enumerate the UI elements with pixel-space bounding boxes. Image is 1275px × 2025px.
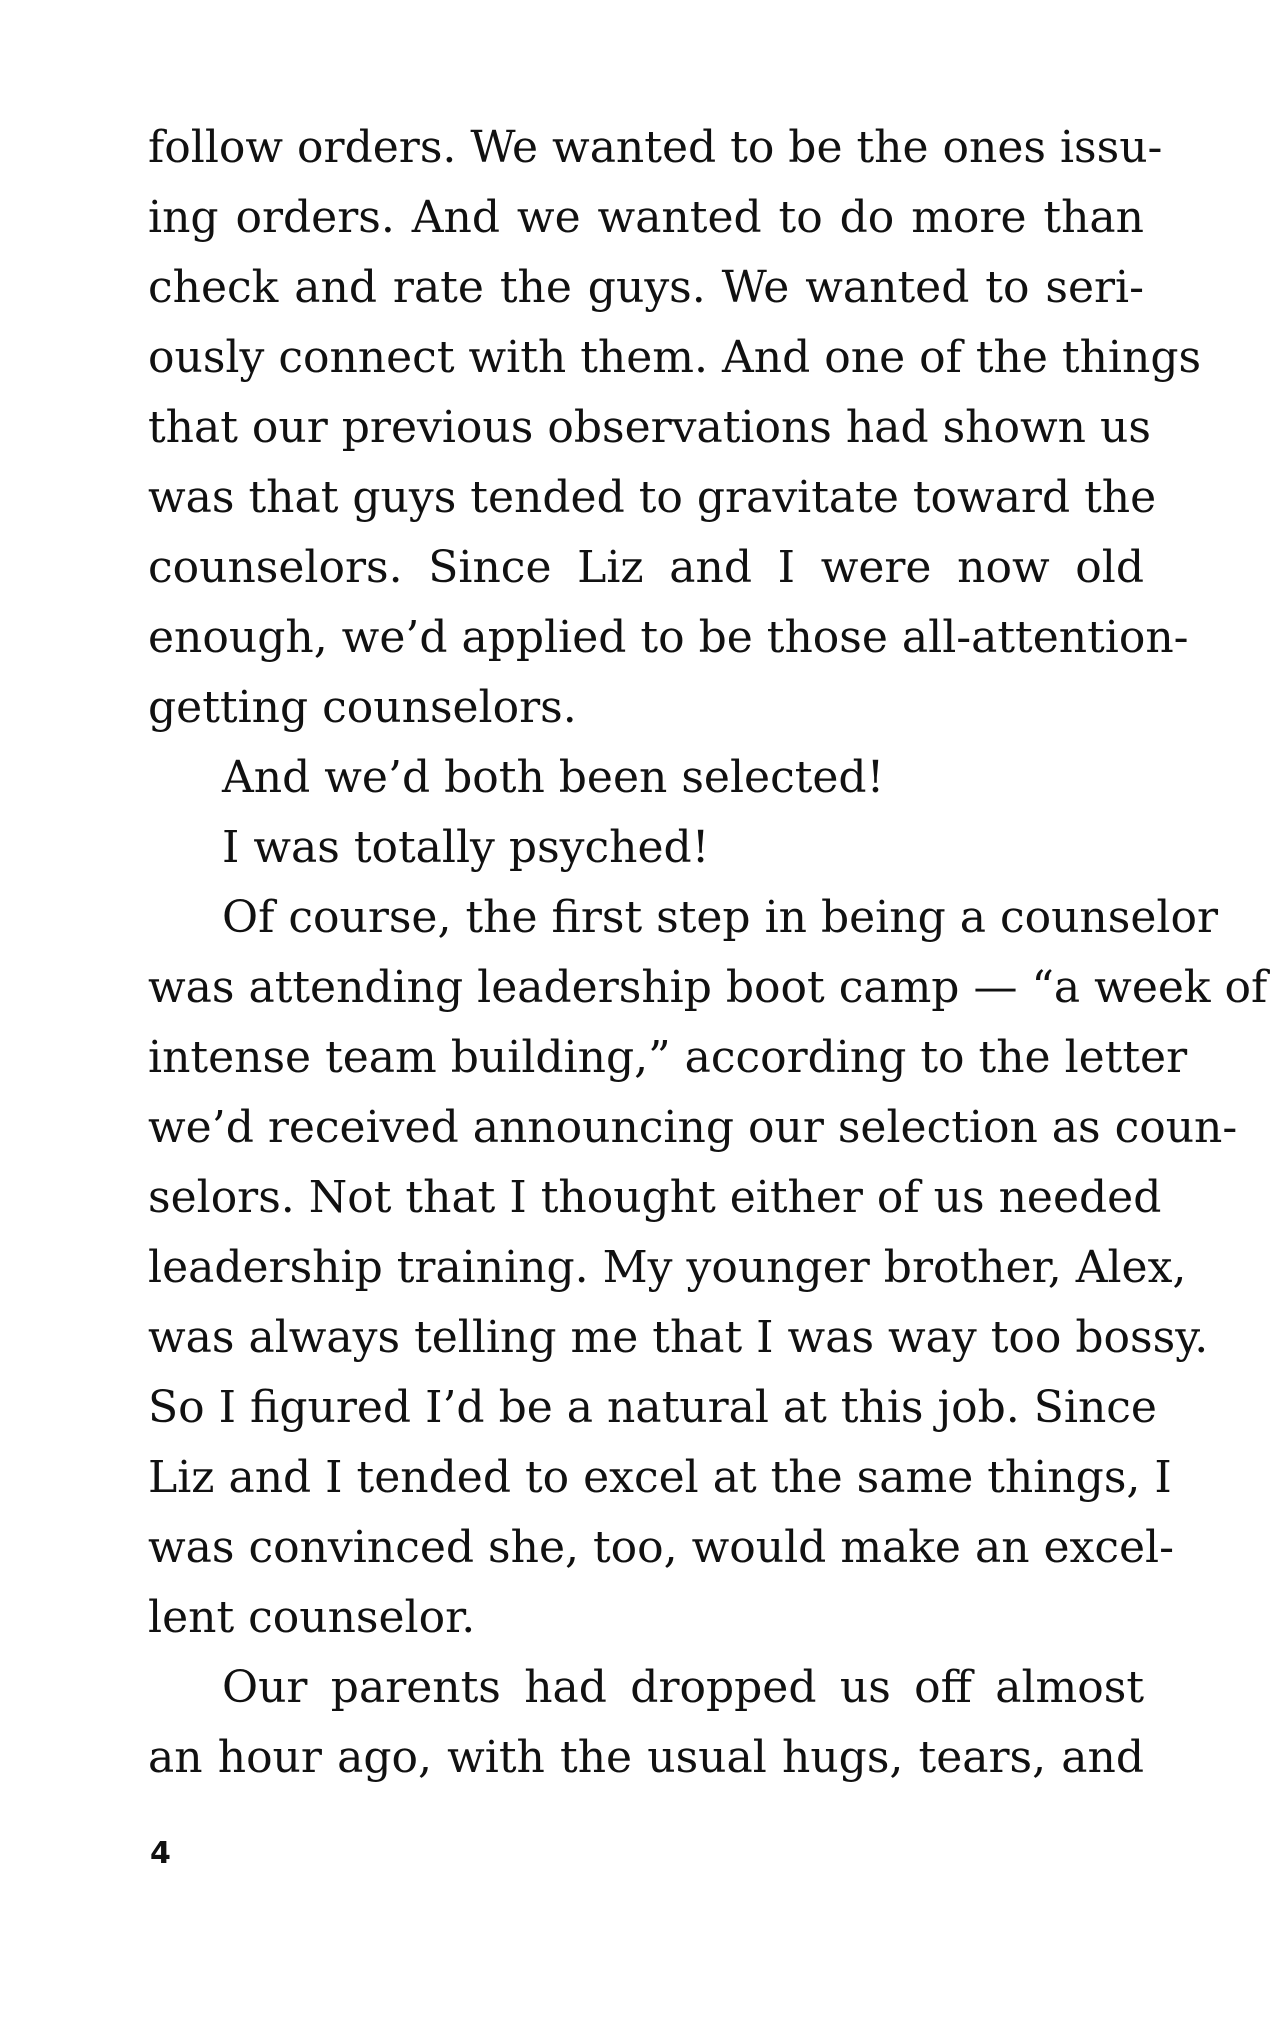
text-line: check and rate the guys. We wanted to seri-: [148, 262, 1144, 313]
text-line: follow orders. We wanted to be the ones issu-: [148, 122, 1163, 173]
text-line: was always telling me that I was way too bossy.: [148, 1312, 1209, 1363]
text-line: So I figured I’d be a natural at this job. Since: [148, 1382, 1157, 1433]
text-line: enough, we’d applied to be those all-attention-: [148, 612, 1189, 663]
text-line: an hour ago, with the usual hugs, tears, and: [148, 1732, 1144, 1783]
text-line: ing orders. And we wanted to do more than: [148, 192, 1144, 243]
text-line: Of course, the first step in being a counselor: [222, 892, 1218, 943]
text-line: was that guys tended to gravitate toward the: [148, 472, 1157, 523]
text-line: was attending leadership boot camp — “a week of: [148, 962, 1268, 1013]
text-line: leadership training. My younger brother, Alex,: [148, 1242, 1187, 1293]
text-line: was convinced she, too, would make an excel-: [148, 1522, 1174, 1573]
text-line: that our previous observations had shown us: [148, 402, 1151, 453]
text-line: lent counselor.: [148, 1592, 476, 1643]
text-line: Liz and I tended to excel at the same things, I: [148, 1452, 1172, 1503]
text-line: intense team building,” according to the letter: [148, 1032, 1188, 1083]
text-line: I was totally psyched!: [222, 822, 710, 873]
text-line: counselors. Since Liz and I were now old: [148, 542, 1144, 593]
body-text: [148, 113, 1268, 1793]
text-line: selors. Not that I thought either of us needed: [148, 1172, 1162, 1223]
text-line: we’d received announcing our selection as coun-: [148, 1102, 1238, 1153]
page-number: 4: [150, 1836, 171, 1871]
text-line: getting counselors.: [148, 682, 577, 733]
text-line: And we’d both been selected!: [222, 752, 885, 803]
text-line: Our parents had dropped us off almost: [222, 1662, 1144, 1713]
text-line: ously connect with them. And one of the things: [148, 332, 1202, 383]
